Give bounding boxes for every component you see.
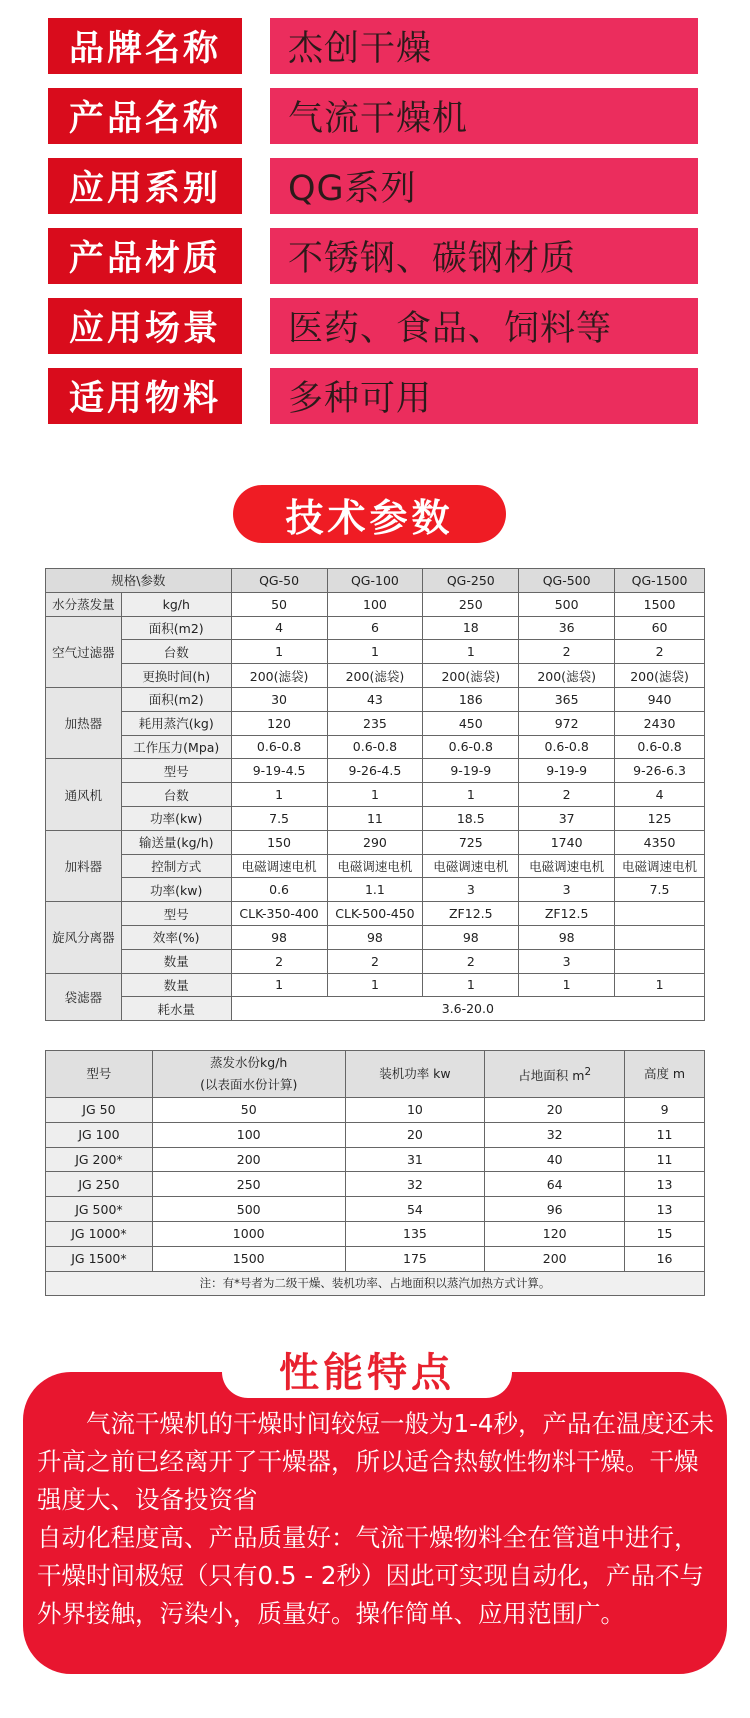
info-row-series [48, 158, 698, 214]
cell: 500 [519, 592, 615, 616]
cell: 9-19-4.5 [231, 759, 327, 783]
table-row [46, 854, 705, 878]
cell: JG 250 [46, 1172, 153, 1197]
cell: 9-19-9 [423, 759, 519, 783]
cell: 9-26-4.5 [327, 759, 423, 783]
cell: 725 [423, 830, 519, 854]
cell: 3 [519, 878, 615, 902]
cell: 1500 [615, 592, 705, 616]
param-label: 面积(m2) [121, 687, 231, 711]
area-header-label: 占地面积 m [518, 1068, 585, 1084]
param-label: 效率(%) [121, 925, 231, 949]
cell: 1 [327, 973, 423, 997]
table-row [46, 1172, 705, 1197]
cell: 9-26-6.3 [615, 759, 705, 783]
cell: 11 [327, 806, 423, 830]
param-label: 耗水量 [121, 997, 231, 1021]
cell: 32 [485, 1122, 625, 1147]
cell: 98 [519, 925, 615, 949]
cell: 13 [625, 1197, 705, 1222]
cell: 电磁调速电机 [423, 854, 519, 878]
param-label: 数量 [121, 949, 231, 973]
tech-params-title: 技术参数 [233, 485, 506, 543]
cell: 0.6-0.8 [327, 735, 423, 759]
info-value: 多种可用 [270, 368, 698, 424]
cell: 290 [327, 830, 423, 854]
info-label: 品牌名称 [48, 18, 242, 74]
cell: 100 [152, 1122, 345, 1147]
info-label: 适用物料 [48, 368, 242, 424]
table-row [46, 973, 705, 997]
cell: 15 [625, 1221, 705, 1246]
evap-header-line2: (以表面水份计算) [200, 1077, 298, 1092]
cell: 18 [423, 616, 519, 640]
table-row [46, 878, 705, 902]
cell: 电磁调速电机 [519, 854, 615, 878]
cell: 7.5 [231, 806, 327, 830]
table-row [46, 664, 705, 688]
table-row [46, 1147, 705, 1172]
cell: JG 100 [46, 1122, 153, 1147]
cell: 43 [327, 687, 423, 711]
param-label: 台数 [121, 640, 231, 664]
cell: JG 200* [46, 1147, 153, 1172]
table-row [46, 711, 705, 735]
cell: 0.6-0.8 [423, 735, 519, 759]
param-label: 台数 [121, 783, 231, 807]
table-row [46, 902, 705, 926]
cell: 175 [345, 1246, 485, 1271]
model-header: QG-500 [519, 569, 615, 593]
table-row [46, 616, 705, 640]
param-label: 功率(kw) [121, 806, 231, 830]
info-label: 产品名称 [48, 88, 242, 144]
table-note-row [46, 1271, 705, 1296]
cell: 4 [231, 616, 327, 640]
model-header: QG-100 [327, 569, 423, 593]
cell: 64 [485, 1172, 625, 1197]
cell: 6 [327, 616, 423, 640]
cell: 20 [345, 1122, 485, 1147]
info-row-scene [48, 298, 698, 354]
cell: 2 [615, 640, 705, 664]
info-row-brand [48, 18, 698, 74]
param-label: 面积(m2) [121, 616, 231, 640]
table-row [46, 759, 705, 783]
param-label: 控制方式 [121, 854, 231, 878]
cell: 1 [423, 640, 519, 664]
table-row [46, 1098, 705, 1123]
cell: 电磁调速电机 [327, 854, 423, 878]
info-value: 不锈钢、碳钢材质 [270, 228, 698, 284]
cell: 98 [327, 925, 423, 949]
cell: 2 [231, 949, 327, 973]
table-header-row [46, 569, 705, 593]
cell: 电磁调速电机 [231, 854, 327, 878]
cell: 20 [485, 1098, 625, 1123]
model-header: QG-1500 [615, 569, 705, 593]
group-label: 通风机 [46, 759, 122, 830]
info-row-product [48, 88, 698, 144]
cell: 200(滤袋) [327, 664, 423, 688]
cell: 54 [345, 1197, 485, 1222]
table-row [46, 925, 705, 949]
cell: JG 1500* [46, 1246, 153, 1271]
table-row [46, 735, 705, 759]
cell: 18.5 [423, 806, 519, 830]
table-row [46, 687, 705, 711]
power-header: 装机功率 kw [345, 1051, 485, 1098]
param-label: 耗用蒸汽(kg) [121, 711, 231, 735]
cell: 365 [519, 687, 615, 711]
cell: 0.6-0.8 [519, 735, 615, 759]
cell: 9 [625, 1098, 705, 1123]
cell: 2 [519, 783, 615, 807]
cell: 940 [615, 687, 705, 711]
info-value: 杰创干燥 [270, 18, 698, 74]
cell: 200 [152, 1147, 345, 1172]
table-row [46, 806, 705, 830]
cell: 1 [423, 783, 519, 807]
group-label: 加料器 [46, 830, 122, 901]
info-row-applicable [48, 368, 698, 424]
cell: 200(滤袋) [519, 664, 615, 688]
cell: 4 [615, 783, 705, 807]
cell: 2 [423, 949, 519, 973]
group-label: 水分蒸发量 [46, 592, 122, 616]
table-row [46, 1221, 705, 1246]
cell: 11 [625, 1147, 705, 1172]
table-row [46, 1246, 705, 1271]
param-label: 型号 [121, 759, 231, 783]
cell: 60 [615, 616, 705, 640]
evap-header [152, 1051, 345, 1098]
cell: 450 [423, 711, 519, 735]
cell: 972 [519, 711, 615, 735]
table-header-row [46, 1051, 705, 1098]
cell: 7.5 [615, 878, 705, 902]
cell: 98 [423, 925, 519, 949]
cell: JG 1000* [46, 1221, 153, 1246]
info-row-material [48, 228, 698, 284]
cell: 2 [519, 640, 615, 664]
table-row [46, 997, 705, 1021]
cell: 1 [615, 973, 705, 997]
table-row [46, 592, 705, 616]
cell: ZF12.5 [423, 902, 519, 926]
cell: 0.6-0.8 [231, 735, 327, 759]
cell: 1000 [152, 1221, 345, 1246]
cell: 30 [231, 687, 327, 711]
cell: JG 50 [46, 1098, 153, 1123]
model-header: QG-250 [423, 569, 519, 593]
table-note: 注：有*号者为二级干燥、装机功率、占地面积以蒸汽加热方式计算。 [46, 1271, 705, 1296]
cell: 200 [485, 1246, 625, 1271]
evap-header-line1: 蒸发水份kg/h [210, 1055, 288, 1070]
cell: 50 [152, 1098, 345, 1123]
cell: 16 [625, 1246, 705, 1271]
cell: 2 [327, 949, 423, 973]
cell: JG 500* [46, 1197, 153, 1222]
param-label: 更换时间(h) [121, 664, 231, 688]
cell: 1 [231, 783, 327, 807]
cell: 1 [327, 640, 423, 664]
group-label: 空气过滤器 [46, 616, 122, 687]
cell: 250 [152, 1172, 345, 1197]
info-label: 应用系别 [48, 158, 242, 214]
cell: 1 [519, 973, 615, 997]
group-label: 加热器 [46, 687, 122, 758]
info-label: 产品材质 [48, 228, 242, 284]
cell: CLK-500-450 [327, 902, 423, 926]
cell: 0.6-0.8 [615, 735, 705, 759]
info-value: QG系列 [270, 158, 698, 214]
jg-spec-table [45, 1050, 705, 1296]
table-row [46, 830, 705, 854]
info-value: 气流干燥机 [270, 88, 698, 144]
cell: 2430 [615, 711, 705, 735]
cell: 200(滤袋) [231, 664, 327, 688]
cell: 235 [327, 711, 423, 735]
cell [615, 925, 705, 949]
cell: 4350 [615, 830, 705, 854]
area-header-sup: 2 [584, 1065, 592, 1078]
table-row [46, 640, 705, 664]
cell: 250 [423, 592, 519, 616]
cell: 10 [345, 1098, 485, 1123]
cell: 32 [345, 1172, 485, 1197]
qg-spec-table [45, 568, 705, 1021]
cell: 31 [345, 1147, 485, 1172]
cell: 1740 [519, 830, 615, 854]
cell: 0.6 [231, 878, 327, 902]
info-label: 应用场景 [48, 298, 242, 354]
info-value: 医药、食品、饲料等 [270, 298, 698, 354]
cell: ZF12.5 [519, 902, 615, 926]
cell: 120 [485, 1221, 625, 1246]
cell: 3 [519, 949, 615, 973]
cell: 96 [485, 1197, 625, 1222]
cell: 37 [519, 806, 615, 830]
param-label: 工作压力(Mpa) [121, 735, 231, 759]
features-para-1: 气流干燥机的干燥时间较短一般为1-4秒，产品在温度还未升高之前已经离开了干燥器，所以适合热敏性物料干燥。干燥强度大、设备投资省 [37, 1409, 715, 1514]
cell: 125 [615, 806, 705, 830]
cell: CLK-350-400 [231, 902, 327, 926]
model-header: 型号 [46, 1051, 153, 1098]
cell: 1.1 [327, 878, 423, 902]
cell: 500 [152, 1197, 345, 1222]
table-row [46, 1122, 705, 1147]
features-para-2: 自动化程度高、产品质量好：气流干燥物料全在管道中进行，干燥时间极短（只有0.5 - 2秒）因此可实现自动化，产品不与外界接触，污染小，质量好。操作简单、应用范围广。 [37, 1523, 704, 1628]
param-label: 功率(kw) [121, 878, 231, 902]
cell: 3.6-20.0 [231, 997, 704, 1021]
cell [615, 902, 705, 926]
cell: 1500 [152, 1246, 345, 1271]
param-label: 数量 [121, 973, 231, 997]
cell: 9-19-9 [519, 759, 615, 783]
cell: 100 [327, 592, 423, 616]
cell: 1 [231, 640, 327, 664]
cell: 1 [327, 783, 423, 807]
cell: 1 [231, 973, 327, 997]
param-label: 型号 [121, 902, 231, 926]
cell: 186 [423, 687, 519, 711]
cell: 36 [519, 616, 615, 640]
area-header [485, 1051, 625, 1098]
cell: 40 [485, 1147, 625, 1172]
cell: 200(滤袋) [423, 664, 519, 688]
cell: 135 [345, 1221, 485, 1246]
features-title: 性能特点 [222, 1340, 512, 1398]
param-label: 输送量(kg/h) [121, 830, 231, 854]
cell: 11 [625, 1122, 705, 1147]
table-row [46, 1197, 705, 1222]
features-text [37, 1405, 722, 1633]
param-label: kg/h [121, 592, 231, 616]
cell: 1 [423, 973, 519, 997]
table-row [46, 783, 705, 807]
height-header: 高度 m [625, 1051, 705, 1098]
group-label: 旋风分离器 [46, 902, 122, 973]
cell: 120 [231, 711, 327, 735]
cell: 150 [231, 830, 327, 854]
cell [615, 949, 705, 973]
cell: 13 [625, 1172, 705, 1197]
cell: 98 [231, 925, 327, 949]
model-header: QG-50 [231, 569, 327, 593]
cell: 50 [231, 592, 327, 616]
cell: 200(滤袋) [615, 664, 705, 688]
cell: 电磁调速电机 [615, 854, 705, 878]
cell: 3 [423, 878, 519, 902]
table-row [46, 949, 705, 973]
group-label: 袋滤器 [46, 973, 122, 1021]
spec-header: 规格\参数 [46, 569, 232, 593]
